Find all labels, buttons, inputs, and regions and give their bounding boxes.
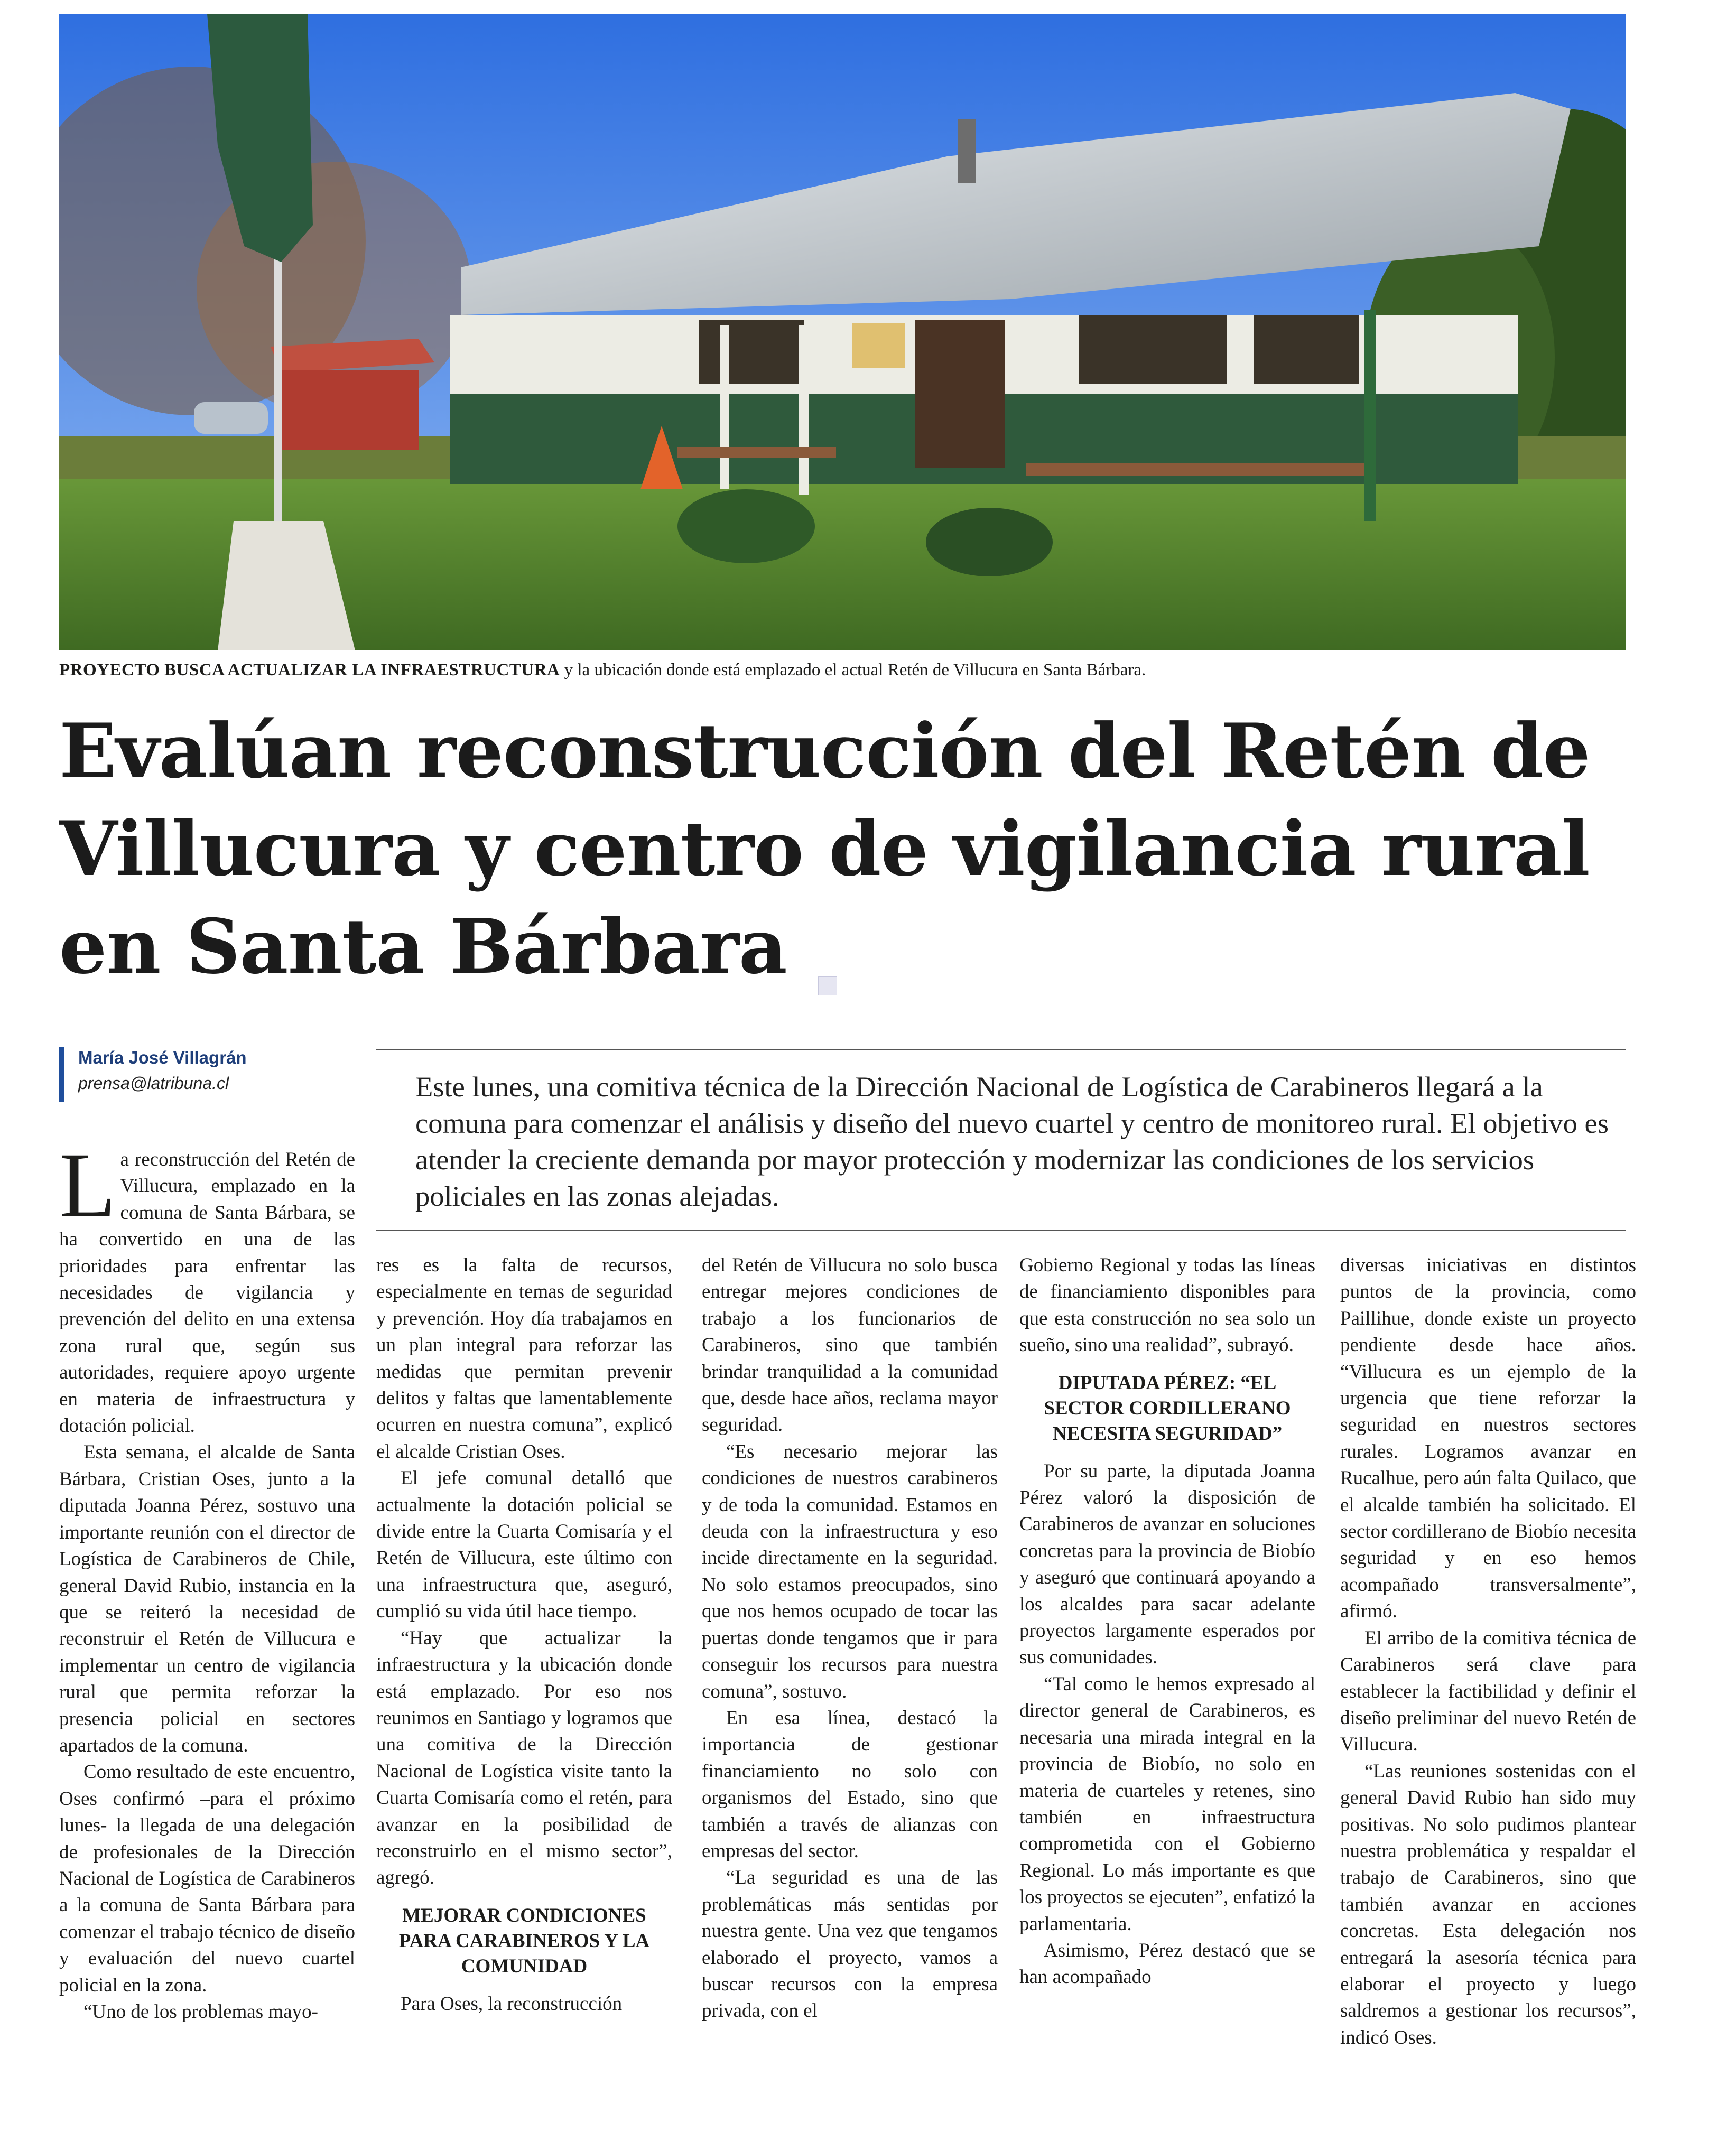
byline-email: prensa@latribuna.cl xyxy=(78,1074,229,1093)
headline-line-3: en Santa Bárbara xyxy=(59,903,787,991)
body-paragraph: Para Oses, la reconstrucción xyxy=(401,1992,623,2015)
photo-caption-bold: PROYECTO BUSCA ACTUALIZAR LA INFRAESTRUCTURA xyxy=(59,660,560,679)
body-paragraph: Gobierno Regional y todas las líneas de financiamiento disponibles para que esta construcción no sea solo un sueño, sino una realidad”, subrayó. xyxy=(1019,1254,1315,1356)
lead-rule-top xyxy=(376,1049,1626,1050)
body-paragraph: “Es necesario mejorar las condiciones de nuestros carabineros y de toda la comunidad. Estamos en deuda con la infraestructura y eso incide directamente en la seguridad. No solo estamos preocupados, sino que nos hemos ocupado de tocar las puertas donde tengamos que ir para conseguir los recursos para nuestra comuna”, sostuvo. xyxy=(702,1440,998,1702)
body-paragraph: res es la falta de recursos, especialmente en temas de seguridad y prevención. Hoy día trabajamos en un plan integral para reforzar las medidas que permitan prevenir delitos y faltas que lamentablemente ocurren en nuestra comuna”, explicó el alcalde Cristian Oses. xyxy=(376,1254,672,1463)
photo-caption xyxy=(59,657,1626,683)
drop-cap: L xyxy=(59,1134,116,1237)
body-column-1 xyxy=(59,1134,355,2025)
body-paragraph: En esa línea, destacó la importancia de gestionar financiamiento no solo con organismos del Estado, sino que también a través de alianzas con empresas del sector. xyxy=(702,1707,998,1862)
body-column-3 xyxy=(702,1252,998,2025)
body-paragraph: El arribo de la comitiva técnica de Carabineros será clave para establecer la factibilidad y definir el diseño preliminar del nuevo Retén de Villucura. xyxy=(1340,1627,1636,1756)
subheading: MEJORAR CONDICIONES PARA CARABINEROS Y LA COMUNIDAD xyxy=(398,1904,650,1977)
body-paragraph: del Retén de Villucura no solo busca entregar mejores condiciones de trabajo a los funcionarios de Carabineros, sino que también brindar tranquilidad a la comunidad que, desde hace años, reclama mayor seguridad. xyxy=(702,1254,998,1436)
comment-marker-icon[interactable] xyxy=(818,976,837,995)
article-photo xyxy=(59,14,1626,650)
headline-line-1: Evalúan reconstrucción del Retén de xyxy=(59,707,1590,795)
subheading: DIPUTADA PÉREZ: “EL SECTOR CORDILLERANO NECESITA SEGURIDAD” xyxy=(1044,1372,1291,1445)
body-paragraph: El jefe comunal detalló que actualmente la dotación policial se divide entre la Cuarta Comisaría y el Retén de Villucura, este último con una infraestructura que, aseguró, cumplió su vida útil hace tiempo. xyxy=(376,1467,672,1623)
body-paragraph: Por su parte, la diputada Joanna Pérez valoró la disposición de Carabineros de avanzar en soluciones concretas para la provincia de Biobío y aseguró que continuará apoyando a los alcaldes para sacar adelante proyectos largamente esperados por sus comunidades. xyxy=(1019,1460,1315,1669)
body-paragraph: “Tal como le hemos expresado al director general de Carabineros, es necesaria una mirada integral en la provincia de Biobío, no solo en materia de cuarteles y retenes, sino también en infraestructura comprometida con el Gobierno Regional. Lo más importante es que los proyectos se ejecuten”, enfatizó la parlamentaria. xyxy=(1019,1673,1315,1935)
byline-author: María José Villagrán xyxy=(78,1048,247,1067)
body-paragraph: “Hay que actualizar la infraestructura y la ubicación donde está emplazado. Por eso nos reunimos en Santiago y logramos que una comitiva de la Dirección Nacional de Logística visite tanto la Cuarta Comisaría como el retén, para avanzar en la posibilidad de reconstruirlo en el mismo sector”, agregó. xyxy=(376,1627,672,1889)
lead-rule-bottom xyxy=(376,1230,1626,1231)
body-paragraph: “Las reuniones sostenidas con el general David Rubio han sido muy positivas. No solo pudimos plantear nuestra problemática y respaldar el trabajo de Carabineros, sino que también avanzar en acciones concretas. Esta delegación nos entregará la asesoría técnica para elaborar el proyecto y luego saldremos a gestionar los recursos”, indicó Oses. xyxy=(1340,1760,1636,2048)
body-paragraph: “Uno de los problemas mayo- xyxy=(83,2001,318,2023)
body-paragraph: diversas iniciativas en distintos puntos de la provincia, como Paillihue, donde existe un proyecto pendiente desde hace años. “Villucura es un ejemplo de la urgencia que tiene reforzar la seguridad en nuestros sectores rurales. Logramos avanzar en Rucalhue, pero aún falta Quilaco, que el alcalde también ha solicitado. El sector cordillerano de Biobío necesita seguridad y en eso hemos acompañado transversalmente”, afirmó. xyxy=(1340,1254,1636,1623)
byline-accent-bar xyxy=(59,1047,64,1102)
body-paragraph: “La seguridad es una de las problemáticas más sentidas por nuestra gente. Una vez que tengamos elaborado el proyecto, vamos a buscar recursos con la empresa privada, con el xyxy=(702,1867,998,2022)
body-column-2 xyxy=(376,1252,672,2017)
body-paragraph: Como resultado de este encuentro, Oses confirmó –para el próximo lunes- la llegada de una delegación de profesionales de la Dirección Nacional de Logística de Carabineros a la comuna de Santa Bárbara para comenzar el trabajo técnico de diseño y evaluación del nuevo cuartel policial en la zona. xyxy=(59,1761,355,1996)
body-paragraph: Esta semana, el alcalde de Santa Bárbara, Cristian Oses, junto a la diputada Joanna Pérez, sostuvo una importante reunión con el director de Logística de Carabineros de Chile, general David Rubio, instancia en la que se reiteró la necesidad de reconstruir el Retén de Villucura e implementar un centro de vigilancia rural que permita reforzar la presencia policial en sectores apartados de la comuna. xyxy=(59,1441,355,1756)
photo-image xyxy=(59,14,1626,650)
body-column-5 xyxy=(1340,1252,1636,2051)
headline xyxy=(59,703,1634,996)
body-paragraph: Asimismo, Pérez destacó que se han acompañado xyxy=(1019,1939,1315,1988)
body-column-4 xyxy=(1019,1252,1315,1991)
headline-line-2: Villucura y centro de vigilancia rural xyxy=(59,805,1590,893)
photo-caption-text: y la ubicación donde está emplazado el actual Retén de Villucura en Santa Bárbara. xyxy=(560,660,1146,679)
body-paragraph: La reconstrucción del Retén de Villucura, emplazado en la comuna de Santa Bárbara, se ha convertido en una de las prioridades para enfrentar las necesidades de vigilancia y prevención del delito en una extensa zona rural que, según sus autoridades, requiere apoyo urgente en materia de infraestructura y dotación policial. xyxy=(59,1134,355,1437)
lead-paragraph: Este lunes, una comitiva técnica de la Dirección Nacional de Logística de Carabineros llegará a la comuna para comenzar el análisis y diseño del nuevo cuartel y centro de monitoreo rural. El objetivo es atender la creciente demanda por mayor protección y modernizar las condiciones de los servicios policiales en las zonas alejadas. xyxy=(415,1070,1609,1212)
